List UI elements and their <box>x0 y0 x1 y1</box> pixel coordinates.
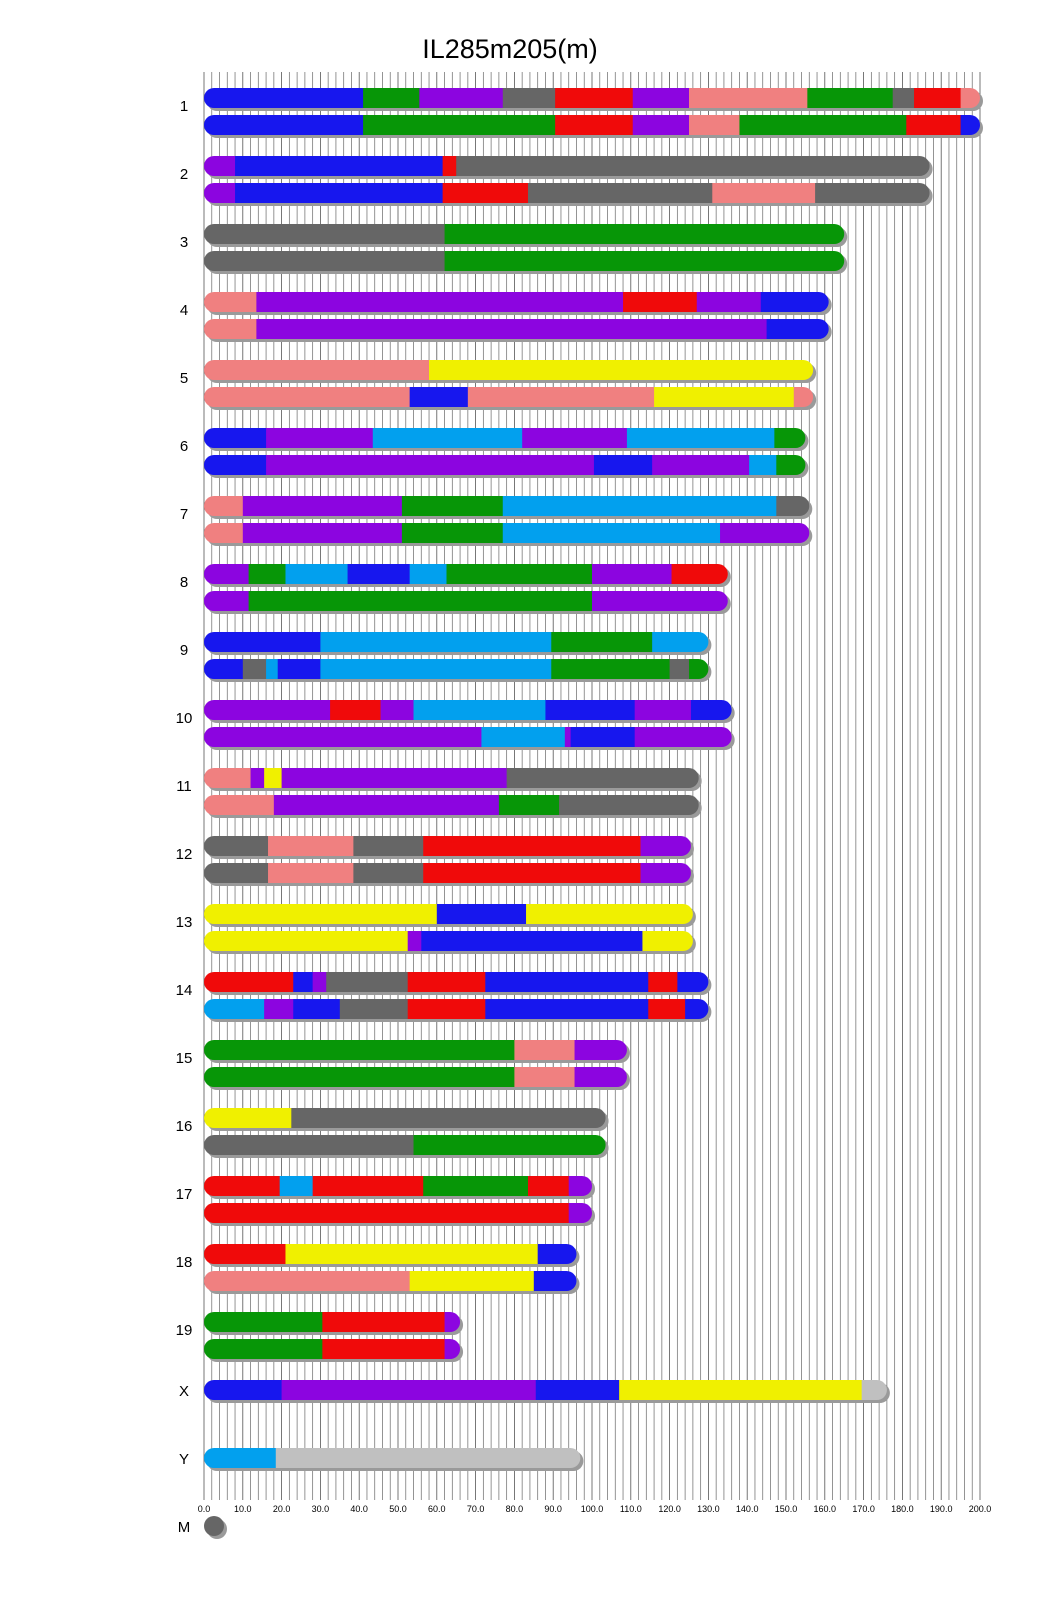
segment <box>410 387 469 407</box>
segment <box>204 428 267 448</box>
segment <box>906 115 961 135</box>
chromosome-track <box>204 292 829 312</box>
segment <box>322 1339 445 1359</box>
segment <box>528 1176 569 1196</box>
segment <box>592 564 672 584</box>
chromosome-15 <box>176 1040 630 1090</box>
segment <box>648 972 678 992</box>
segment <box>264 999 294 1019</box>
segment <box>266 659 278 679</box>
segment <box>249 591 593 611</box>
segment <box>204 496 243 516</box>
segment <box>485 972 649 992</box>
chromosome-8 <box>180 564 731 614</box>
segment <box>538 1244 577 1264</box>
segment <box>654 387 794 407</box>
segment <box>276 1448 581 1468</box>
chromosome-track <box>204 591 728 611</box>
segment <box>642 931 693 951</box>
segment <box>456 156 930 176</box>
segment <box>774 428 806 448</box>
segment <box>348 564 411 584</box>
x-tick-label: 80.0 <box>505 1504 524 1514</box>
segment <box>204 360 430 380</box>
segment <box>243 659 267 679</box>
segment <box>320 659 551 679</box>
segment <box>697 292 762 312</box>
chromosome-label: 8 <box>179 574 189 591</box>
chromosome-track <box>204 1108 606 1128</box>
segment <box>623 292 697 312</box>
x-tick-label: 0.0 <box>197 1504 211 1514</box>
segment <box>204 700 331 720</box>
segment <box>268 836 354 856</box>
chromosome-track <box>204 523 810 543</box>
segment <box>641 863 692 883</box>
segment <box>652 632 709 652</box>
segment <box>551 632 652 652</box>
segment <box>555 88 633 108</box>
segment <box>419 88 503 108</box>
segment <box>340 999 409 1019</box>
chromosome-label: 18 <box>175 1254 193 1271</box>
segment <box>641 836 692 856</box>
segment <box>592 591 728 611</box>
x-tick-labels <box>198 1504 992 1514</box>
segment <box>776 496 810 516</box>
segment <box>499 795 560 815</box>
segment <box>633 115 690 135</box>
chromosome-Y <box>179 1448 583 1471</box>
chromosome-label: 19 <box>175 1322 193 1339</box>
segment <box>293 972 313 992</box>
segment <box>569 1203 593 1223</box>
segment <box>204 1135 414 1155</box>
segment <box>635 727 733 747</box>
segment <box>204 1312 323 1332</box>
segment <box>670 659 690 679</box>
segment <box>204 591 249 611</box>
segment <box>565 727 571 747</box>
segment <box>330 700 381 720</box>
chromosome-track <box>204 632 709 652</box>
chromosome-5 <box>180 360 816 410</box>
segment <box>381 700 415 720</box>
segment <box>712 183 815 203</box>
segment <box>423 863 641 883</box>
chromosome-18 <box>176 1244 580 1294</box>
segment <box>691 700 732 720</box>
segment <box>274 795 500 815</box>
segment <box>749 455 777 475</box>
segment <box>249 564 286 584</box>
chromosome-track <box>204 999 709 1019</box>
segment <box>445 224 845 244</box>
segment <box>204 292 257 312</box>
segment <box>761 292 830 312</box>
chromosome-track <box>204 1271 577 1291</box>
segment <box>648 999 685 1019</box>
segment <box>503 523 721 543</box>
chromosome-X <box>179 1380 890 1403</box>
segment <box>739 115 906 135</box>
chromosome-label: 10 <box>175 710 193 727</box>
segment <box>264 768 282 788</box>
chromosome-label: 13 <box>175 914 193 931</box>
chromosome-track <box>204 387 814 407</box>
chromosome-track <box>204 1339 461 1359</box>
segment <box>514 1040 575 1060</box>
segment <box>528 183 713 203</box>
chromosome-track <box>204 1203 593 1223</box>
segment <box>633 88 690 108</box>
chromosome-track <box>204 904 693 924</box>
chromosome-label: 1 <box>179 98 189 115</box>
chromosome-track <box>204 972 709 992</box>
segment <box>685 999 709 1019</box>
segment <box>326 972 408 992</box>
chromosome-track <box>204 1380 887 1400</box>
chromosome-13 <box>176 904 696 954</box>
segment <box>235 156 443 176</box>
chromosome-track <box>204 319 829 339</box>
segment <box>536 1380 620 1400</box>
chromosome-track <box>204 183 930 203</box>
segment <box>285 564 348 584</box>
x-tick-label: 50.0 <box>389 1504 407 1514</box>
segment <box>594 455 653 475</box>
segment <box>204 224 445 244</box>
x-tick-label: 30.0 <box>311 1504 330 1514</box>
segment <box>373 428 523 448</box>
segment <box>266 428 373 448</box>
segment <box>408 999 486 1019</box>
segment <box>266 455 594 475</box>
segment <box>363 115 556 135</box>
segment <box>893 88 915 108</box>
segment <box>443 156 457 176</box>
segment <box>204 387 410 407</box>
chromosome-label: 6 <box>179 438 189 455</box>
segment <box>421 931 643 951</box>
chromosome-2 <box>180 156 933 206</box>
segment <box>481 727 565 747</box>
x-tick-label: 190.0 <box>929 1504 953 1514</box>
segment <box>204 795 274 815</box>
segment <box>914 88 961 108</box>
chromosome-10 <box>176 700 735 750</box>
chromosome-track <box>204 659 709 679</box>
x-tick-label: 20.0 <box>272 1504 291 1514</box>
segment <box>635 700 692 720</box>
segment <box>243 523 403 543</box>
x-tick-label: 150.0 <box>774 1504 798 1514</box>
chromosome-1 <box>180 88 983 138</box>
segment <box>410 564 447 584</box>
segment <box>268 863 354 883</box>
segment <box>204 836 269 856</box>
segment <box>526 904 693 924</box>
x-tick-label: 110.0 <box>619 1504 642 1514</box>
x-tick-label: 40.0 <box>350 1504 368 1514</box>
segment <box>652 455 750 475</box>
segment <box>280 1176 314 1196</box>
segment <box>204 1176 280 1196</box>
segment <box>204 768 251 788</box>
chromosome-track <box>204 156 930 176</box>
x-tick-label: 180.0 <box>891 1504 914 1514</box>
segment <box>414 1135 607 1155</box>
chromosome-tracks <box>176 88 983 1539</box>
chromosome-label: 4 <box>179 302 189 319</box>
segment <box>402 496 503 516</box>
segment <box>689 88 808 108</box>
segment <box>322 1312 445 1332</box>
chromosome-label: 14 <box>175 982 193 999</box>
chromosome-track <box>204 564 728 584</box>
chromosome-track <box>204 88 981 108</box>
segment <box>627 428 775 448</box>
segment <box>534 1271 577 1291</box>
chromosome-track <box>204 455 806 475</box>
segment <box>551 659 670 679</box>
chromosome-track <box>204 1067 628 1087</box>
segment <box>815 183 930 203</box>
x-tick-label: 160.0 <box>813 1504 837 1514</box>
chromosome-4 <box>180 292 832 342</box>
segment <box>720 523 810 543</box>
x-tick-label: 70.0 <box>466 1504 485 1514</box>
chromosome-12 <box>176 836 694 886</box>
segment <box>445 251 845 271</box>
segment <box>776 455 806 475</box>
chromosome-track <box>204 1244 577 1264</box>
segment <box>485 999 649 1019</box>
segment <box>353 863 423 883</box>
chromosome-19 <box>176 1312 463 1362</box>
segment <box>204 1380 282 1400</box>
segment <box>402 523 503 543</box>
chromosome-label: 12 <box>175 846 193 863</box>
segment <box>313 972 327 992</box>
chromosome-track <box>204 1516 224 1536</box>
chromosome-label: 11 <box>176 778 192 795</box>
chromosome-label: 7 <box>179 506 189 523</box>
chromosome-16 <box>176 1108 609 1158</box>
segment <box>807 88 893 108</box>
chromosome-track <box>204 428 806 448</box>
segment <box>522 428 627 448</box>
segment <box>443 183 529 203</box>
segment <box>204 1339 323 1359</box>
chromosome-track <box>204 1176 593 1196</box>
segment <box>285 1244 538 1264</box>
chromosome-track <box>204 496 810 516</box>
segment <box>575 1040 628 1060</box>
segment <box>689 115 740 135</box>
chromosome-track <box>204 360 814 380</box>
segment <box>204 88 364 108</box>
segment <box>514 1067 575 1087</box>
segment <box>256 292 623 312</box>
segment <box>204 319 257 339</box>
x-tick-label: 100.0 <box>580 1504 604 1514</box>
segment <box>278 659 321 679</box>
chromosome-track <box>204 224 845 244</box>
segment <box>437 904 527 924</box>
segment <box>204 632 321 652</box>
x-tick-label: 120.0 <box>658 1504 681 1514</box>
chart-title: IL285m205(m) <box>422 34 598 64</box>
segment <box>575 1067 628 1087</box>
segment <box>204 1067 515 1087</box>
chromosome-track <box>204 115 981 135</box>
chromosome-label: 16 <box>175 1118 193 1135</box>
segment <box>423 1176 528 1196</box>
segment <box>204 659 243 679</box>
chromosome-17 <box>176 1176 595 1226</box>
chromosome-9 <box>180 632 712 682</box>
segment <box>313 1176 424 1196</box>
chromosome-label: M <box>177 1519 191 1536</box>
chromosome-track <box>204 931 693 951</box>
chromosome-track <box>204 768 699 788</box>
segment <box>204 863 269 883</box>
segment <box>545 700 635 720</box>
segment <box>363 88 420 108</box>
chromosome-label: 9 <box>179 642 189 659</box>
segment <box>256 319 767 339</box>
segment <box>447 564 593 584</box>
segment <box>414 700 547 720</box>
segment <box>559 795 699 815</box>
chromosome-label: Y <box>178 1451 190 1468</box>
chromosome-label: 15 <box>175 1050 193 1067</box>
chromosome-M <box>178 1516 227 1539</box>
segment <box>204 1516 224 1536</box>
chromosome-track <box>204 1135 606 1155</box>
segment <box>204 1271 410 1291</box>
x-tick-label: 130.0 <box>697 1504 720 1514</box>
segment <box>429 360 814 380</box>
x-tick-label: 140.0 <box>735 1504 759 1514</box>
chromosome-track <box>204 836 692 856</box>
segment <box>293 999 340 1019</box>
segment <box>353 836 423 856</box>
segment <box>235 183 443 203</box>
segment <box>204 523 243 543</box>
chromosome-track <box>204 727 732 747</box>
segment <box>677 972 709 992</box>
chromosome-track <box>204 795 699 815</box>
segment <box>507 768 700 788</box>
segment <box>571 727 636 747</box>
segment <box>423 836 641 856</box>
segment <box>204 455 267 475</box>
segment <box>408 972 486 992</box>
segment <box>408 931 422 951</box>
segment <box>204 183 236 203</box>
segment <box>204 931 408 951</box>
segment <box>320 632 551 652</box>
segment <box>569 1176 593 1196</box>
x-tick-label: 90.0 <box>544 1504 562 1514</box>
segment <box>204 904 437 924</box>
segment <box>204 564 249 584</box>
segment <box>251 768 265 788</box>
segment <box>204 1040 515 1060</box>
segment <box>243 496 403 516</box>
segment <box>204 156 236 176</box>
chromosome-label: 3 <box>179 234 189 251</box>
segment <box>767 319 830 339</box>
chromosome-track <box>204 251 845 271</box>
chromosome-label: X <box>178 1383 190 1400</box>
segment <box>503 496 777 516</box>
segment <box>282 1380 537 1400</box>
segment <box>282 768 508 788</box>
segment <box>468 387 655 407</box>
segment <box>204 972 294 992</box>
segment <box>204 1203 569 1223</box>
x-tick-label: 170.0 <box>852 1504 875 1514</box>
segment <box>204 1448 276 1468</box>
segment <box>410 1271 535 1291</box>
chromosome-track <box>204 1448 581 1468</box>
segment <box>204 251 445 271</box>
segment <box>291 1108 606 1128</box>
chromosome-track <box>204 863 692 883</box>
x-tick-label: 10.0 <box>234 1504 252 1514</box>
segment <box>204 727 482 747</box>
chromosome-track <box>204 1040 628 1060</box>
segment <box>204 1108 292 1128</box>
segment <box>204 1244 286 1264</box>
segment <box>672 564 729 584</box>
chromosome-7 <box>180 496 812 546</box>
segment <box>555 115 633 135</box>
chromosome-label: 5 <box>179 370 189 387</box>
segment <box>204 115 364 135</box>
x-tick-label: 60.0 <box>428 1504 446 1514</box>
chromosome-label: 17 <box>175 1186 193 1203</box>
segment <box>503 88 556 108</box>
chromosome-track <box>204 700 732 720</box>
x-tick-label: 200.0 <box>968 1504 992 1514</box>
segment <box>862 1380 888 1400</box>
chromosome-track <box>204 1312 461 1332</box>
segment <box>204 999 265 1019</box>
segment <box>619 1380 862 1400</box>
chromosome-label: 2 <box>179 166 189 183</box>
